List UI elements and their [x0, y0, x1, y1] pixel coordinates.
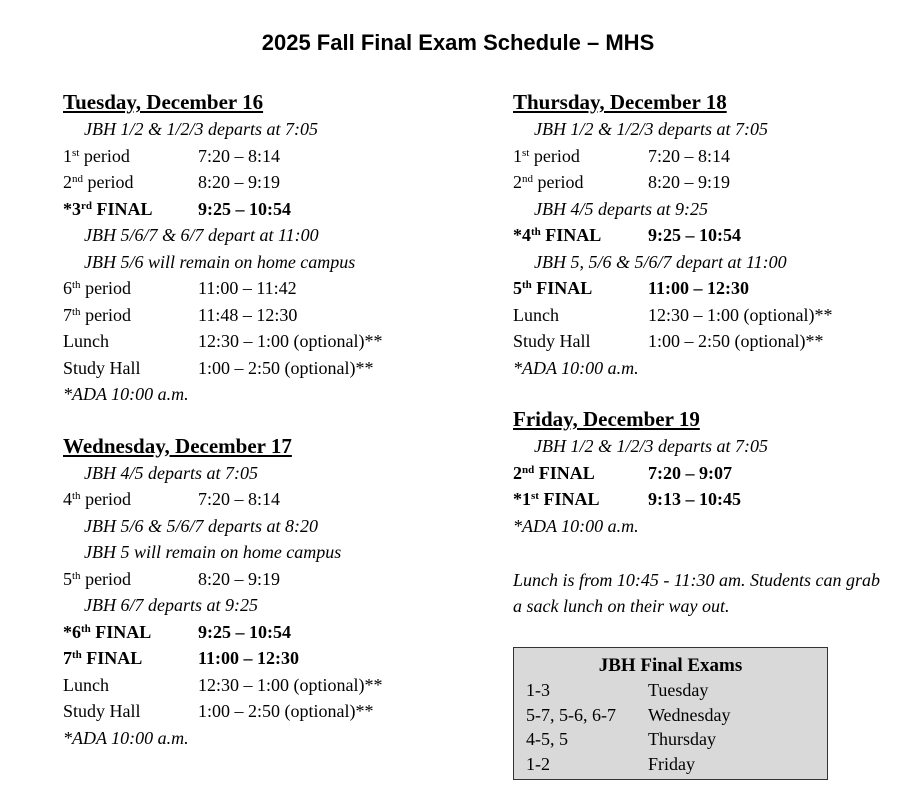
- row-kind: FINAL: [90, 621, 152, 642]
- ordinal-suffix: nd: [522, 463, 535, 476]
- row-time: 11:48 – 12:30: [198, 304, 298, 325]
- ordinal-suffix: nd: [72, 173, 83, 185]
- row-time: 7:20 – 8:14: [198, 489, 281, 509]
- row-label: [63, 645, 198, 672]
- departure-note: JBH 1/2 & 1/2/3 departs at 7:05: [534, 436, 768, 456]
- row-label: [513, 460, 648, 487]
- row-number: 2: [513, 462, 522, 483]
- day-thursday: [513, 88, 903, 381]
- row-label: Study Hall: [63, 357, 141, 378]
- row-label: [63, 275, 198, 302]
- day-title: Friday, December 19: [513, 407, 700, 431]
- day-title: Wednesday, December 17: [63, 433, 292, 458]
- departure-note: JBH 5/6/7 & 6/7 depart at 11:00: [84, 225, 319, 245]
- final-row: [63, 196, 483, 223]
- schedule-rows: [513, 116, 903, 381]
- row-number: *1: [513, 489, 531, 509]
- row-kind: FINAL: [540, 225, 602, 245]
- ordinal-suffix: th: [72, 649, 82, 661]
- schedule-row: [513, 328, 903, 355]
- departure-note: JBH 5 will remain on home campus: [84, 542, 342, 562]
- row-kind: period: [529, 145, 580, 166]
- schedule-row: [63, 672, 483, 699]
- row-kind: FINAL: [531, 278, 593, 298]
- row-number: 1: [513, 145, 522, 166]
- ordinal-suffix: rd: [81, 199, 92, 212]
- row-number: 4: [63, 489, 72, 509]
- row-number: 7: [63, 648, 72, 668]
- jbh-grades: 1-2: [526, 753, 550, 774]
- period-row: [513, 169, 903, 196]
- row-kind: FINAL: [81, 648, 143, 668]
- row-number: 5: [63, 568, 72, 589]
- row-label: [63, 486, 198, 513]
- ordinal-suffix: th: [522, 279, 532, 291]
- jbh-day: Wednesday: [648, 704, 731, 725]
- final-row: [513, 222, 903, 249]
- jbh-final-exams-box: [513, 647, 828, 780]
- row-label: Study Hall: [63, 701, 141, 721]
- departure-note: JBH 1/2 & 1/2/3 departs at 7:05: [534, 119, 768, 139]
- row-label: [63, 302, 198, 329]
- jbh-grades: 1-3: [526, 680, 550, 700]
- row-label: Lunch: [513, 304, 559, 325]
- period-row: [63, 169, 483, 196]
- row-number: 2: [513, 172, 522, 192]
- day-friday: [513, 405, 903, 539]
- departure-note: JBH 5, 5/6 & 5/6/7 depart at 11:00: [534, 251, 787, 272]
- period-row: [63, 302, 483, 329]
- day-title: Tuesday, December 16: [63, 90, 264, 114]
- row-label: [513, 169, 648, 196]
- row-kind: FINAL: [92, 198, 153, 219]
- ordinal-suffix: st: [72, 146, 80, 159]
- row-time: 8:20 – 9:19: [198, 568, 281, 589]
- row-time: 8:20 – 9:19: [198, 172, 281, 192]
- ordinal-suffix: st: [531, 490, 539, 502]
- jbh-row: [514, 703, 827, 728]
- row-number: 6: [63, 278, 72, 298]
- row-time: 11:00 – 11:42: [198, 278, 297, 298]
- row-number: *4: [513, 225, 531, 245]
- ordinal-suffix: th: [72, 279, 81, 291]
- row-time: 12:30 – 1:00 (optional)**: [648, 304, 833, 325]
- ada-note: *ADA 10:00 a.m.: [513, 357, 639, 378]
- schedule-row: [513, 302, 903, 329]
- ordinal-suffix: nd: [522, 173, 533, 185]
- row-time: 8:20 – 9:19: [648, 172, 731, 192]
- schedule-row: [63, 698, 483, 725]
- schedule-rows: [63, 460, 483, 752]
- row-time: 12:30 – 1:00 (optional)**: [198, 331, 383, 351]
- row-label: Study Hall: [513, 331, 591, 351]
- row-number: 2: [63, 172, 72, 192]
- row-label: [513, 222, 648, 249]
- period-row: [513, 143, 903, 170]
- row-label: Lunch: [63, 331, 109, 351]
- day-tuesday: [63, 88, 483, 408]
- jbh-row: [514, 752, 827, 777]
- row-label: [513, 143, 648, 170]
- ordinal-suffix: th: [81, 622, 91, 635]
- period-row: [63, 143, 483, 170]
- jbh-row: [514, 727, 827, 752]
- departure-note: JBH 6/7 departs at 9:25: [84, 595, 258, 615]
- row-label: [63, 196, 198, 223]
- row-kind: period: [80, 278, 132, 298]
- row-time: 9:25 – 10:54: [198, 621, 291, 642]
- row-number: 1: [63, 145, 72, 166]
- period-row: [63, 486, 483, 513]
- row-time: 7:20 – 8:14: [198, 145, 281, 166]
- day-title: Thursday, December 18: [513, 90, 727, 114]
- row-label: Lunch: [63, 674, 109, 695]
- schedule-row: [63, 355, 483, 382]
- row-number: 7: [63, 304, 72, 325]
- row-label: [63, 143, 198, 170]
- row-kind: period: [79, 145, 130, 166]
- final-row: [63, 619, 483, 646]
- left-column: [63, 88, 483, 775]
- row-label: [513, 486, 648, 513]
- row-kind: period: [83, 172, 134, 192]
- row-label: [513, 275, 648, 302]
- row-time: 9:13 – 10:45: [648, 489, 741, 509]
- lunch-note: Lunch is from 10:45 - 11:30 am. Students can grab a sack lunch on their way out.: [513, 570, 880, 616]
- row-time: 9:25 – 10:54: [198, 198, 291, 219]
- row-time: 1:00 – 2:50 (optional)**: [648, 331, 824, 351]
- row-number: *6: [63, 621, 81, 642]
- row-time: 9:25 – 10:54: [648, 225, 741, 245]
- jbh-box-title: JBH Final Exams: [598, 655, 743, 676]
- ordinal-suffix: st: [522, 146, 530, 159]
- row-kind: period: [80, 489, 132, 509]
- day-wednesday: [63, 432, 483, 752]
- final-row: [63, 645, 483, 672]
- departure-note: JBH 1/2 & 1/2/3 departs at 7:05: [84, 119, 318, 139]
- final-row: [513, 486, 903, 513]
- row-time: 11:00 – 12:30: [648, 278, 749, 298]
- jbh-grades: 4-5, 5: [526, 729, 568, 749]
- jbh-day: Friday: [648, 753, 695, 774]
- ordinal-suffix: th: [72, 305, 81, 318]
- ada-note: *ADA 10:00 a.m.: [63, 727, 189, 748]
- row-time: 12:30 – 1:00 (optional)**: [198, 674, 383, 695]
- jbh-row: [514, 678, 827, 703]
- departure-note: JBH 5/6 will remain on home campus: [84, 251, 356, 272]
- row-time: 11:00 – 12:30: [198, 648, 299, 668]
- row-kind: period: [533, 172, 584, 192]
- ordinal-suffix: th: [531, 226, 541, 238]
- row-number: *3: [63, 198, 81, 219]
- row-kind: FINAL: [534, 462, 595, 483]
- schedule-rows: [513, 433, 903, 539]
- row-kind: period: [80, 304, 132, 325]
- departure-note: JBH 4/5 departs at 9:25: [534, 198, 708, 219]
- page-title: 2025 Fall Final Exam Schedule – MHS: [261, 30, 655, 55]
- final-row: [513, 275, 903, 302]
- ada-note: *ADA 10:00 a.m.: [63, 384, 189, 404]
- jbh-day: Tuesday: [648, 680, 709, 700]
- departure-note: JBH 4/5 departs at 7:05: [84, 462, 258, 483]
- row-time: 7:20 – 9:07: [648, 462, 732, 483]
- row-label: [63, 169, 198, 196]
- jbh-rows: [514, 678, 827, 776]
- ordinal-suffix: th: [72, 490, 81, 502]
- right-column: [513, 88, 903, 619]
- departure-note: JBH 5/6 & 5/6/7 departs at 8:20: [84, 515, 318, 536]
- jbh-grades: 5-7, 5-6, 6-7: [526, 704, 616, 725]
- schedule-row: [63, 328, 483, 355]
- final-row: [513, 460, 903, 487]
- row-label: [63, 566, 198, 593]
- row-time: 7:20 – 8:14: [648, 145, 731, 166]
- period-row: [63, 566, 483, 593]
- ada-note: *ADA 10:00 a.m.: [513, 515, 639, 536]
- schedule-rows: [63, 116, 483, 408]
- row-label: [63, 619, 198, 646]
- row-time: 1:00 – 2:50 (optional)**: [198, 357, 374, 378]
- row-time: 1:00 – 2:50 (optional)**: [198, 701, 374, 721]
- jbh-day: Thursday: [648, 729, 716, 749]
- row-kind: period: [80, 568, 132, 589]
- ordinal-suffix: th: [72, 569, 81, 582]
- period-row: [63, 275, 483, 302]
- row-number: 5: [513, 278, 522, 298]
- row-kind: FINAL: [538, 489, 600, 509]
